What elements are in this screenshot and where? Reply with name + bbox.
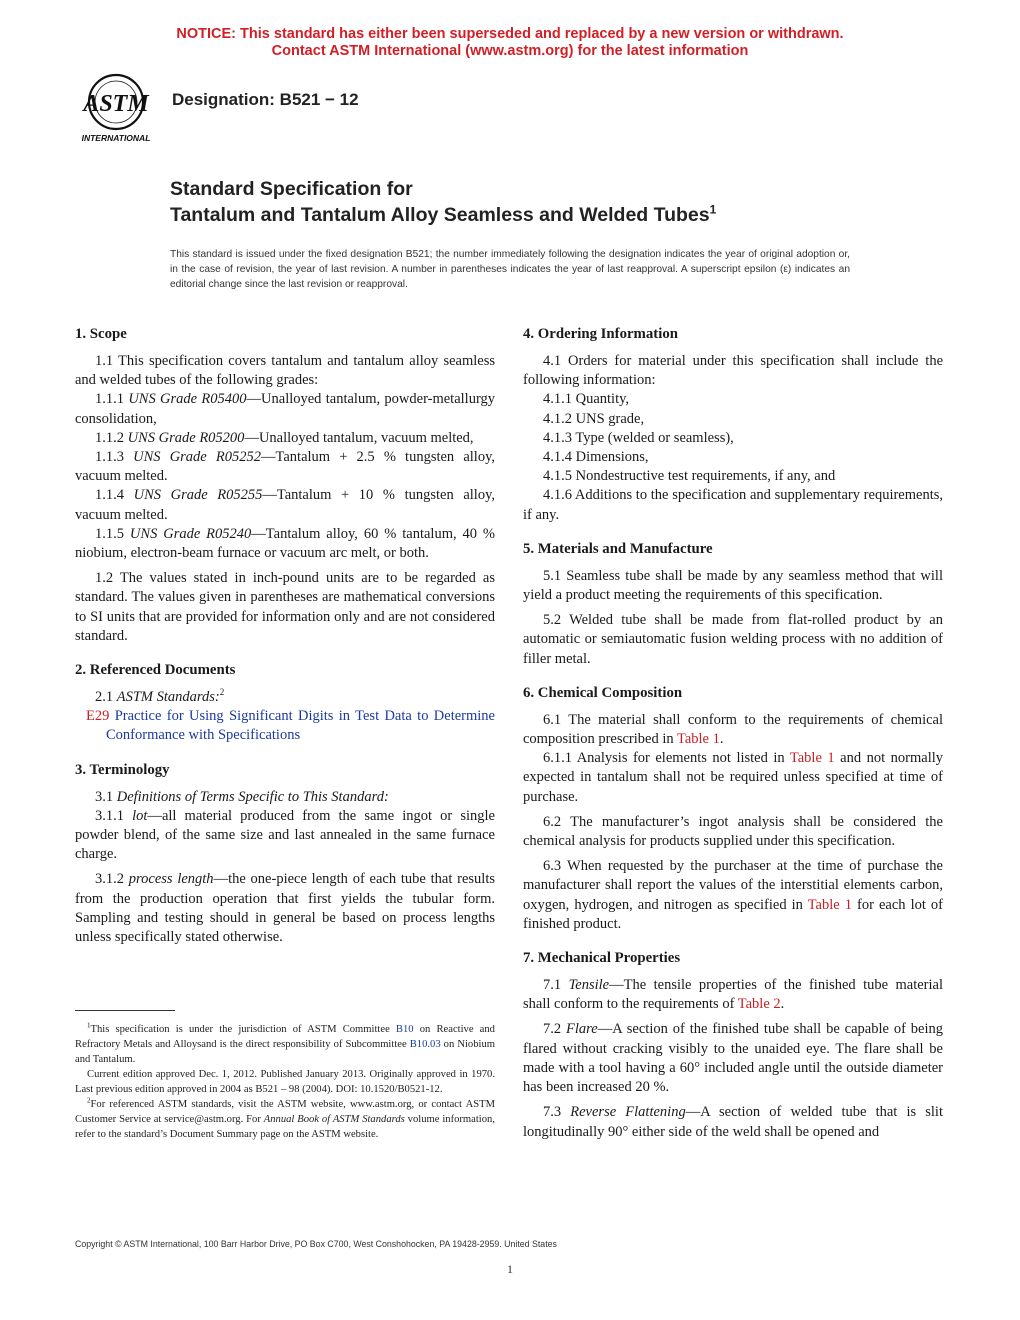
- footnote-1-edition: Current edition approved Dec. 1, 2012. Published January 2013. Originally approved in 1970. Last previous edition approved in 2004 as B521 – 98 (2004). DOI: 10.1520/B0521-12.: [75, 1069, 495, 1095]
- footnotes: [75, 1022, 495, 1142]
- section-scope: [75, 324, 495, 646]
- section-heading: 4. Ordering Information: [523, 326, 678, 342]
- table-2-link[interactable]: Table 2: [737, 996, 781, 1013]
- footnote-ref-2[interactable]: 2: [219, 687, 225, 698]
- paragraph-1-1-2: 1.1.2 UNS Grade R05200—Unalloyed tantalum, vacuum melted,: [95, 429, 474, 446]
- title-footnote-ref[interactable]: 1: [709, 202, 717, 217]
- paragraph-6-1: 6.1 The material shall conform to the requirements of chemical composition prescribed in Table 1.: [523, 711, 943, 748]
- section-terminology: [75, 760, 495, 948]
- paragraph-3-1-2: 3.1.2 process length—the one-piece length of each tube that results from the production operation that first yields the tubular form. Sampling and testing should in general be based on process lengths unless specifically stated otherwise.: [75, 871, 495, 946]
- paragraph-5-1: 5.1 Seamless tube shall be made by any seamless method that will yield a product meeting the requirements of this specification.: [523, 567, 943, 604]
- paragraph-4-1: 4.1 Orders for material under this specification shall include the following information:: [523, 353, 943, 389]
- paragraph-5-2: 5.2 Welded tube shall be made from flat-rolled product by an automatic or semiautomatic fusion welding process with no addition of filler metal.: [523, 612, 943, 667]
- paragraph-2-1: 2.1 ASTM Standards:$^2$: [95, 687, 225, 706]
- title-line-2-text: Tantalum and Tantalum Alloy Seamless and Welded Tubes: [170, 204, 710, 226]
- paragraph-1-2: 1.2 The values stated in inch-pound units are to be regarded as standard. The values given in parentheses are mathematical conversions to SI units that are provided for information only and are not considered standard.: [75, 570, 495, 644]
- paragraph-1-1-5: 1.1.5 UNS Grade R05240—Tantalum alloy, 60 % tantalum, 40 % niobium, electron-beam furnace or vacuum arc melt, or both.: [75, 525, 496, 562]
- logo-subtitle: INTERNATIONAL: [81, 133, 151, 143]
- section-heading: 5. Materials and Manufacture: [523, 540, 713, 557]
- notice-line-1: NOTICE: This standard has either been superseded and replaced by a new version or withdrawn.: [176, 26, 844, 42]
- title-line-2: [170, 202, 716, 228]
- list-item: 4.1.4 Dimensions,: [543, 449, 649, 466]
- list-item: 4.1.3 Type (welded or seamless),: [543, 429, 734, 446]
- table-1-link[interactable]: Table 1: [789, 750, 835, 767]
- reference-code[interactable]: E29: [86, 708, 110, 725]
- paragraph-4-1-6: 4.1.6 Additions to the specification and supplementary requirements, if any.: [523, 487, 943, 523]
- section-ordering-information: [523, 324, 943, 525]
- paragraph-6-2: 6.2 The manufacturer’s ingot analysis shall be considered the chemical analysis for products supplied under this specification.: [523, 813, 943, 850]
- paragraph-7-2: 7.2 Flare—A section of the finished tube shall be capable of being flared without cracking visibly to the unaided eye. The flare shall be made with a tool having a 60° included angle until the outside diameter has been increased 20 %.: [523, 1021, 944, 1096]
- withdrawn-notice: [0, 26, 1020, 60]
- document-title: [170, 176, 716, 228]
- section-heading: 6. Chemical Composition: [523, 684, 683, 701]
- copyright-line: Copyright © ASTM International, 100 Barr Harbor Drive, PO Box C700, West Conshohocken, PA 19428-2959. United States: [75, 1239, 557, 1249]
- list-item: 4.1.5 Nondestructive test requirements, if any, and: [543, 468, 836, 485]
- paragraph-6-3: 6.3 When requested by the purchaser at the time of purchase the manufacturer shall report the values of the interstitial elements carbon, oxygen, hydrogen, and nitrogen as specified in Table 1 for each lot of finished product.: [523, 858, 944, 932]
- section-referenced-documents: [75, 660, 495, 746]
- paragraph-6-1-1: 6.1.1 Analysis for elements not listed in Table 1 and not normally expected in tantalum shall not be required unless specified at time of purchase.: [523, 750, 944, 805]
- footnote-1: $^1$This specification is under the jurisdiction of ASTM Committee B10 on Reactive and Refractory Metals and Alloysand is the direct responsibility of Subcommittee B10.03 on Niobium and Tantalum.: [75, 1021, 495, 1065]
- reference-e29-link[interactable]: [75, 707, 495, 745]
- left-column: [75, 324, 495, 961]
- section-heading: 1. Scope: [75, 326, 127, 342]
- page-number: 1: [507, 1262, 513, 1276]
- designation: Designation: B521 − 12: [172, 90, 359, 109]
- section-materials-manufacture: [523, 539, 943, 669]
- paragraph-1-1-3: 1.1.3 UNS Grade R05252—Tantalum + 2.5 % tungsten alloy, vacuum melted.: [75, 449, 496, 485]
- list-item: 4.1.2 UNS grade,: [543, 410, 645, 427]
- list-item: 4.1.1 Quantity,: [543, 391, 630, 408]
- committee-b10-link[interactable]: B10: [395, 1024, 414, 1035]
- footnote-2: $^2$For referenced ASTM standards, visit the ASTM website, www.astm.org, or contact ASTM Customer Service at service@astm.org. For Annual Book of ASTM Standards volume information, refer to the standard’s Document Summary page on the ASTM website.: [75, 1096, 495, 1140]
- table-1-link[interactable]: Table 1: [676, 731, 720, 748]
- section-heading: 7. Mechanical Properties: [523, 950, 681, 967]
- paragraph-7-3: 7.3 Reverse Flattening—A section of welded tube that is slit longitudinally 90° either side of the weld shall be opened and: [523, 1104, 943, 1140]
- astm-logo: [72, 70, 162, 146]
- title-line-1: Standard Specification for: [170, 178, 413, 200]
- section-heading: 3. Terminology: [75, 761, 170, 778]
- issuance-statement: This standard is issued under the fixed designation B521; the number immediately following the designation indicates the year of original adoption or, in the case of revision, the year of last revision. A number in parentheses indicates the year of last reapproval. A superscript epsilon (ε) indicates an editorial change since the last revision or reapproval.: [170, 249, 850, 290]
- reference-title[interactable]: Practice for Using Significant Digits in Test Data to Determine Conformance with Specifications: [106, 708, 495, 744]
- section-heading: 2. Referenced Documents: [75, 662, 236, 679]
- footnote-divider: [75, 1010, 175, 1011]
- paragraph-3-1: 3.1 Definitions of Terms Specific to This Standard:: [95, 788, 389, 805]
- right-column: [523, 324, 943, 1156]
- subcommittee-b10-03-link[interactable]: B10.03: [409, 1039, 441, 1050]
- paragraph-1-1-1: 1.1.1 UNS Grade R05400—Unalloyed tantalum, powder-metallurgy consolidation,: [75, 391, 496, 427]
- paragraph-3-1-1: 3.1.1 lot—all material produced from the same ingot or single powder blend, of the same size and last annealed in the same furnace charge.: [75, 807, 495, 863]
- paragraph-1-1-4: 1.1.4 UNS Grade R05255—Tantalum + 10 % tungsten alloy, vacuum melted.: [75, 487, 496, 523]
- paragraph-1-1: 1.1 This specification covers tantalum and tantalum alloy seamless and welded tubes of the following grades:: [75, 353, 495, 389]
- notice-line-2: Contact ASTM International (www.astm.org) for the latest information: [271, 43, 749, 59]
- table-1-link[interactable]: Table 1: [807, 896, 852, 913]
- section-mechanical-properties: [523, 948, 943, 1142]
- logo-letters: ASTM: [83, 91, 149, 117]
- section-chemical-composition: [523, 683, 943, 934]
- paragraph-7-1: 7.1 Tensile—The tensile properties of the finished tube material shall conform to the requirements of Table 2.: [523, 977, 944, 1013]
